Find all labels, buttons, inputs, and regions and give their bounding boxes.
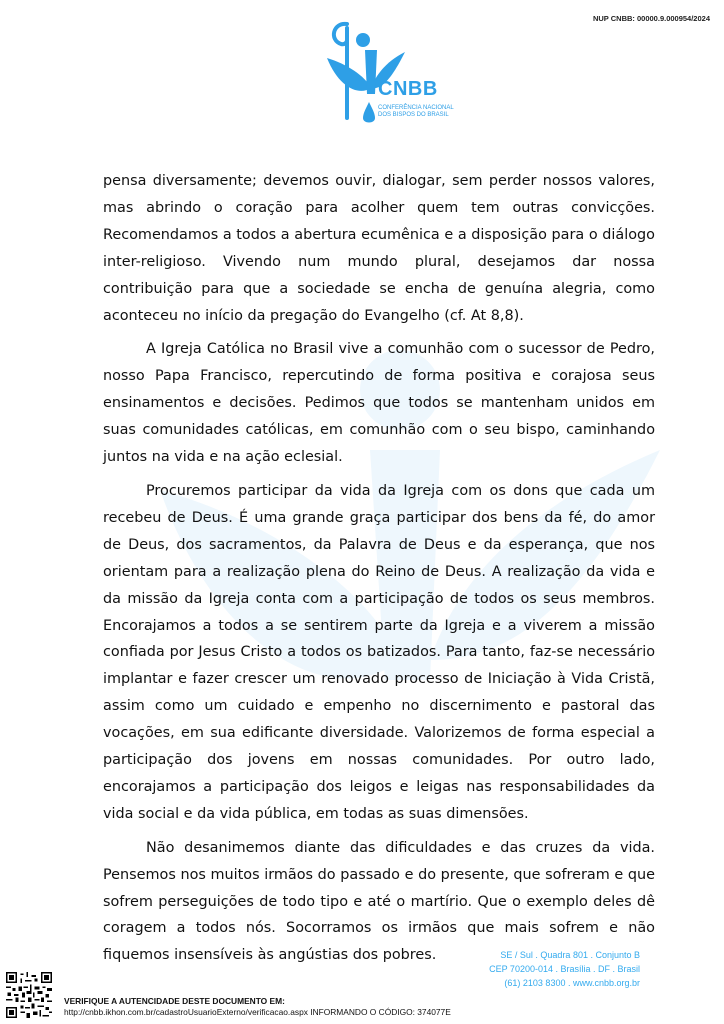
nup-number: NUP CNBB: 00000.9.000954/2024 bbox=[592, 14, 710, 23]
paragraph: Procuremos participar da vida da Igreja com os dons que cada um recebeu de Deus. É uma grande graça participar dos bens da fé, do amor de Deus, dos sacramentos, da Palavra de Deus e da esperança, que nos orientam para a realização plena do Reino de Deus. A realização da vida e da missão da Igreja conta com a participação de todos os seus membros. Encorajamos a todos a se sentirem parte da Igreja e a viverem a missão confiada por Jesus Cristo a todos os batizados. Para tanto, faz-se necessário implantar e fazer crescer um renovado processo de Iniciação à Vida Cristã, assim como um cuidado e empenho no discernimento e pastoral das vocações, em sua edificante diversidade. Valorizemos de forma especial a participação dos jovens em nossas comunidades. Por outro lado, encorajamos a participação dos leigos e leigas nas responsabilidades da vida social e da vida pública, em todas as suas dimensões. bbox=[103, 482, 655, 822]
verify-heading: VERIFIQUE A AUTENCIDADE DESTE DOCUMENTO EM: bbox=[64, 996, 285, 1006]
address-line: (61) 2103 8300 . www.cnbb.org.br bbox=[504, 978, 640, 988]
cnbb-address bbox=[489, 948, 640, 990]
logo-wordmark: CNBB bbox=[378, 78, 438, 100]
letter-body bbox=[103, 168, 655, 969]
logo-subtitle-line2: DOS BISPOS DO BRASIL bbox=[378, 112, 449, 118]
verify-url[interactable]: http://cnbb.ikhon.com.br/cadastroUsuarioExterno/verificacao.aspx INFORMANDO O CÓDIGO: 374077E bbox=[64, 1007, 451, 1017]
paragraph: Não desanimemos diante das dificuldades e das cruzes da vida. Pensemos nos muitos irmãos do passado e do presente, que sofreram e que sofrem perseguições de todo tipo e até o martírio. Que o exemplo deles dê coragem a todos nós. Socorramos os irmãos que mais sofrem e não fiquemos insensíveis às angústias dos pobres. bbox=[103, 839, 655, 964]
paragraph: pensa diversamente; devemos ouvir, dialogar, sem perder nossos valores, mas abrindo o coração para acolher quem tem outras convicções. Recomendamos a todos a abertura ecumênica e a disposição para o diálogo inter-religioso. Vivendo num mundo plural, desejamos dar nossa contribuição para que a sociedade se encha de genuína alegria, como aconteceu no início da pregação do Evangelho (cf. At 8,8). bbox=[103, 173, 655, 324]
paragraph: A Igreja Católica no Brasil vive a comunhão com o sucessor de Pedro, nosso Papa Francisco, repercutindo de forma positiva e corajosa seus ensinamentos e decisões. Pedimos que todos se mantenham unidos em suas comunidades católicas, em comunhão com o seu bispo, caminhando juntos na vida e na ação eclesial. bbox=[103, 341, 655, 466]
address-line: CEP 70200-014 . Brasília . DF . Brasil bbox=[489, 964, 640, 974]
logo-subtitle-line1: CONFERÊNCIA NACIONAL bbox=[378, 105, 454, 111]
address-line: SE / Sul . Quadra 801 . Conjunto B bbox=[500, 950, 640, 960]
authenticity-notice bbox=[64, 996, 451, 1018]
qr-code-icon[interactable] bbox=[6, 972, 52, 1018]
cnbb-logo-text bbox=[378, 78, 454, 119]
